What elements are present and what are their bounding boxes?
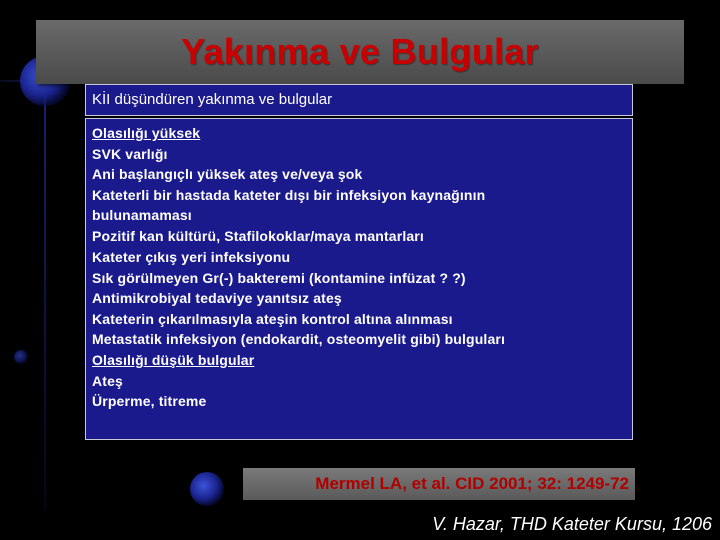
footer-author: V. Hazar, THD Kateter Kursu, 1206	[432, 514, 712, 534]
finding-line: Ateş	[92, 372, 123, 389]
content-box-header-text: KİI düşündüren yakınma ve bulgular	[92, 91, 333, 108]
finding-line: Ürperme, titreme	[92, 393, 207, 410]
title-bar	[36, 20, 684, 84]
finding-line: Ani başlangıçlı yüksek ateş ve/veya şok	[92, 166, 363, 183]
reference-box	[243, 468, 635, 500]
finding-line: Kateterin çıkarılmasıyla ateşin kontrol altına alınması	[92, 310, 453, 327]
section-heading-high-probability: Olasılığı yüksek	[92, 125, 201, 141]
finding-line: Kateter çıkış yeri infeksiyonu	[92, 248, 291, 265]
section-heading-low-probability: Olasılığı düşük bulgular	[92, 351, 255, 368]
content-box-body	[85, 118, 633, 440]
finding-line: Metastatik infeksiyon (endokardit, osteomyelit gibi) bulguları	[92, 331, 506, 348]
finding-line: SVK varlığı	[92, 145, 168, 162]
decorative-orb-small	[14, 350, 28, 364]
finding-line: Antimikrobiyal tedaviye yanıtsız ateş	[92, 290, 342, 307]
finding-line: Sık görülmeyen Gr(-) bakteremi (kontamine infüzat ? ?)	[92, 269, 466, 286]
content-box-header	[85, 84, 633, 116]
decorative-vertical-line	[44, 40, 46, 510]
finding-line-continued: bulunamaması	[92, 207, 192, 224]
finding-line: Pozitif kan kültürü, Stafilokoklar/maya mantarları	[92, 228, 424, 245]
slide-title: Yakınma ve Bulgular	[181, 31, 539, 72]
reference-citation: Mermel LA, et al. CID 2001; 32: 1249-72	[315, 474, 629, 493]
decorative-orb-bottom	[190, 472, 224, 506]
finding-line: Kateterli bir hastada kateter dışı bir infeksiyon kaynağının	[92, 186, 486, 203]
